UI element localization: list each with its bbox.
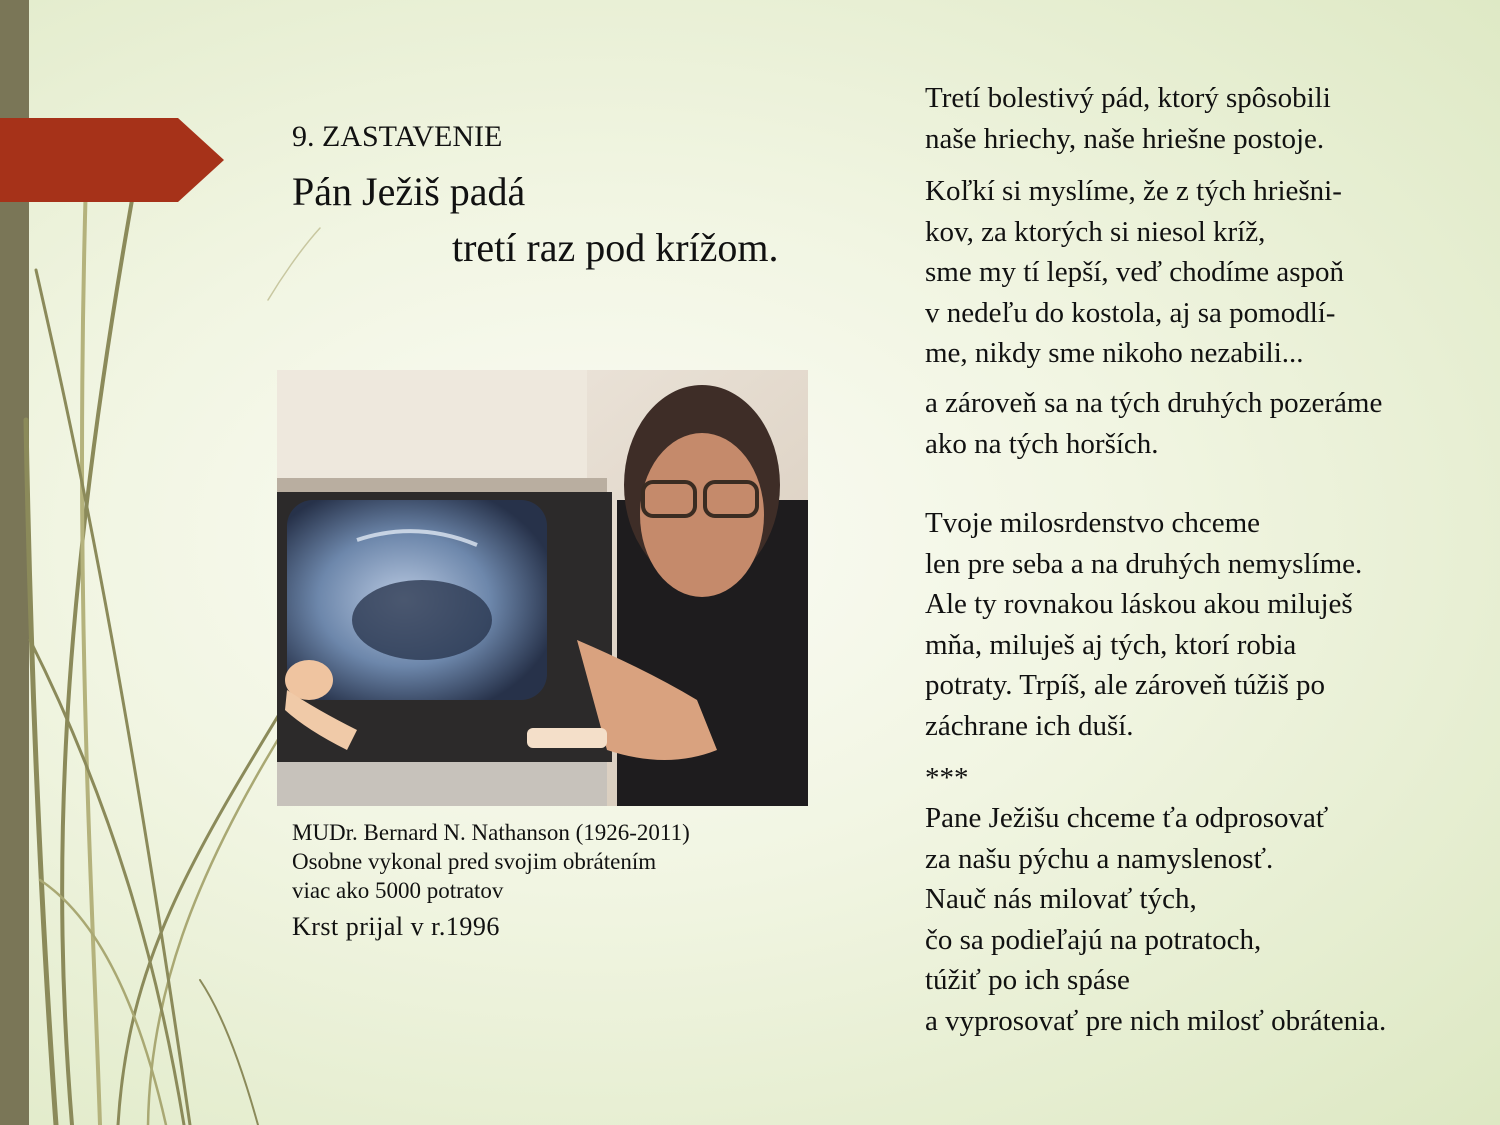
photo-doctor-ultrasound: [277, 370, 808, 806]
station-number-title: 9. ZASTAVENIE: [292, 120, 503, 153]
text-line: a vyprosovať pre nich milosť obrátenia.: [925, 1004, 1387, 1037]
text-line: ako na tých horších.: [925, 427, 1159, 460]
text-line: Koľkí si myslíme, že z tých hriešni-: [925, 175, 1342, 207]
caption-line: MUDr. Bernard N. Nathanson (1926-2011): [292, 820, 690, 845]
red-arrow-shape: [0, 0, 230, 210]
photo-caption: [292, 818, 690, 905]
paragraph-3: [925, 383, 1382, 464]
paragraph-2: [925, 171, 1344, 374]
text-line: naše hriechy, naše hriešne postoje.: [925, 122, 1325, 155]
separator-asterisks: ***: [925, 762, 969, 794]
caption-line: viac ako 5000 potratov: [292, 878, 504, 903]
paragraph-prayer: [925, 798, 1386, 1041]
text-line: v nedeľu do kostola, aj sa pomodlí-: [925, 296, 1336, 329]
station-title-line1: Pán Ježiš padá: [292, 169, 526, 214]
text-line: len pre seba a na druhých nemyslíme.: [925, 547, 1363, 580]
text-line: potraty. Trpíš, ale zároveň túžiš po: [925, 669, 1326, 701]
text-line: čo sa podieľajú na potratoch,: [925, 923, 1262, 956]
text-line: me, nikdy sme nikoho nezabili...: [925, 337, 1304, 369]
paragraph-1: [925, 78, 1331, 159]
text-line: Ale ty rovnakou láskou akou miluješ: [925, 588, 1353, 620]
caption-line: Osobne vykonal pred svojim obrátením: [292, 849, 657, 874]
text-line: za našu pýchu a namyslenosť.: [925, 842, 1274, 875]
text-line: Tvoje milosrdenstvo chceme: [925, 507, 1261, 539]
station-title-line2: tretí raz pod krížom.: [452, 225, 779, 270]
paragraph-4: [925, 503, 1362, 746]
text-line: sme my tí lepší, veď chodíme aspoň: [925, 256, 1345, 288]
text-line: mňa, miluješ aj tých, ktorí robia: [925, 628, 1297, 661]
baptism-note: Krst prijal v r.1996: [292, 912, 500, 941]
text-line: kov, za ktorých si niesol kríž,: [925, 215, 1266, 248]
text-line: a zároveň sa na tých druhých pozeráme: [925, 387, 1383, 419]
text-line: túžiť po ich spáse: [925, 964, 1130, 996]
text-line: Nauč nás milovať tých,: [925, 883, 1197, 915]
text-line: Tretí bolestivý pád, ktorý spôsobili: [925, 82, 1331, 114]
text-line: Pane Ježišu chceme ťa odprosovať: [925, 802, 1329, 834]
text-line: záchrane ich duší.: [925, 709, 1134, 742]
